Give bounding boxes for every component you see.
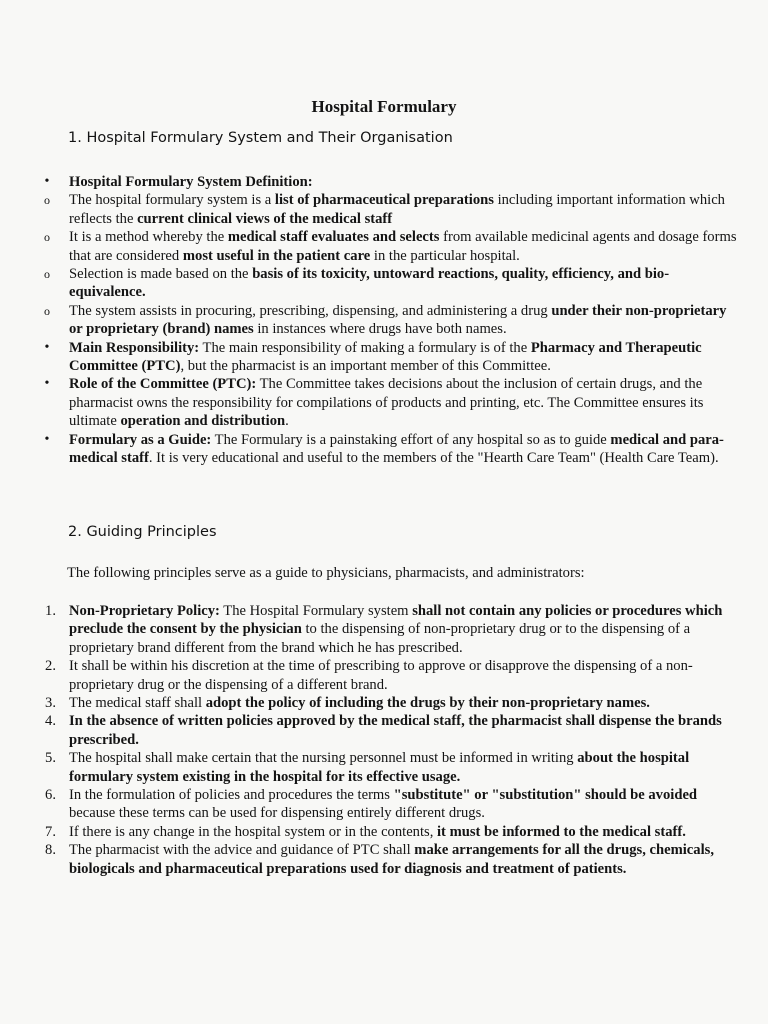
bold-text: In the absence of written policies approved by the medical staff, the pharmacist shall dispense the brands prescribed. — [69, 713, 722, 748]
text: The Hospital Formulary system — [219, 603, 413, 619]
bold-text: Non-Proprietary Policy: — [69, 603, 220, 619]
bold-text: adopt the policy of including the drugs by their non-proprietary names. — [205, 695, 650, 712]
section-2-item — [0, 602, 768, 657]
bold-text: medical and para-medical staff — [69, 431, 724, 467]
section-2-item — [0, 786, 768, 823]
bold-text: Main Responsibility: — [69, 339, 200, 356]
list-number: 1. — [45, 603, 56, 619]
bold-text: list of pharmaceutical preparations — [274, 192, 494, 209]
text: . It is very educational and useful to the members of the "Hearth Care Team" (Health Care Team). — [148, 450, 719, 467]
section-2-item — [0, 841, 768, 878]
text: The Formulary is a painstaking effort of any hospital so as to guide — [211, 431, 611, 448]
bold-text: "substitute" or "substitution" should be avoided — [393, 787, 698, 804]
bullet-marker: • — [44, 376, 50, 392]
bold-text: operation and distribution — [120, 413, 286, 430]
text: The Committee takes decisions about the inclusion of certain drugs, and the pharmacist owns the responsibility for compilations of products and printing, etc. The Committee ensures its ultimate — [69, 376, 704, 430]
section-2-item — [0, 823, 768, 841]
bold-text: most useful in the patient care — [182, 247, 371, 264]
text: If there is any change in the hospital system or in the contents, — [69, 823, 437, 840]
text: because these terms can be used for dispensing entirely different drugs. — [69, 805, 485, 822]
circle-marker: o — [44, 303, 50, 318]
bold-text: about the hospital formulary system existing in the hospital for its effective usage. — [69, 750, 690, 785]
text: The hospital shall make certain that the nursing personnel must be informed in writing — [69, 750, 578, 767]
text: in instances where drugs have both names. — [253, 321, 507, 338]
bullet-marker: • — [44, 431, 50, 447]
list-number: 2. — [45, 658, 56, 675]
bold-text: current clinical views of the medical staff — [137, 210, 393, 227]
text: It is a method whereby the — [69, 229, 228, 246]
bold-text: Role of the Committee (PTC): — [69, 376, 257, 393]
section-1-item — [0, 431, 768, 468]
list-number: 8. — [45, 842, 56, 859]
text: to the dispensing of non-proprietary drug or to the dispensing of a proprietary brand different from the brand which he has prescribed. — [69, 621, 691, 656]
text: The system assists in procuring, prescribing, dispensing, and administering a drug — [69, 302, 552, 319]
page-title: Hospital Formulary — [311, 97, 457, 116]
bullet-marker: • — [44, 174, 50, 189]
bold-text: make arrangements for all the drugs, chemicals, biologicals and pharmaceutical preparations used for diagnosis and treatment of patients. — [69, 842, 714, 877]
text: Selection is made based on the — [69, 266, 253, 283]
section-2-item — [0, 657, 768, 694]
text: The main responsibility of making a formulary is of the — [199, 339, 531, 356]
bold-text: shall not contain any policies or procedures which preclude the consent by the physician — [69, 603, 723, 638]
text: from available medicinal agents and dosage forms that are considered — [69, 229, 737, 264]
section-2-list — [0, 602, 768, 878]
circle-marker: o — [44, 267, 50, 282]
section-2-item — [0, 694, 768, 712]
text: including important information which reflects the — [69, 192, 725, 227]
list-number: 7. — [45, 823, 56, 840]
text: In the formulation of policies and procedures the terms — [69, 787, 394, 804]
circle-marker: o — [44, 193, 50, 208]
bold-text: medical staff evaluates and selects — [227, 229, 440, 246]
bullet-marker: • — [44, 339, 50, 355]
bold-text: it must be informed to the medical staff. — [437, 823, 686, 840]
bold-text: Pharmacy and Therapeutic Committee (PTC) — [69, 339, 702, 375]
section-1-item — [0, 191, 768, 228]
section-1-item — [0, 173, 768, 191]
list-number: 6. — [45, 787, 56, 804]
section-1-item — [0, 375, 768, 430]
bold-text: Hospital Formulary System Definition: — [69, 174, 313, 190]
text: It shall be within his discretion at the time of prescribing to approve or disapprove the dispensing of a non-proprietary drug or the dispensing of a different brand. — [69, 658, 693, 693]
text: . — [285, 413, 289, 430]
section-2-intro: The following principles serve as a guide to physicians, pharmacists, and administrators: — [67, 565, 585, 581]
section-2-item — [0, 749, 768, 786]
text: The medical staff shall — [69, 695, 206, 712]
bold-text: Formulary as a Guide: — [69, 431, 212, 448]
list-number: 5. — [45, 750, 56, 767]
text: in the particular hospital. — [370, 247, 520, 264]
section-1-item — [0, 302, 768, 339]
section-1-list — [0, 173, 768, 468]
circle-marker: o — [44, 230, 50, 245]
text: , but the pharmacist is an important member of this Committee. — [180, 358, 551, 375]
bold-text: basis of its toxicity, untoward reactions, quality, efficiency, and bio-equivalence. — [69, 266, 670, 301]
list-number: 4. — [45, 713, 56, 730]
section-1-heading: 1. Hospital Formulary System and Their Organisation — [68, 130, 453, 146]
bold-text: under their non-proprietary or proprietary (brand) names — [69, 302, 727, 338]
section-1-item — [0, 265, 768, 302]
text: The pharmacist with the advice and guidance of PTC shall — [69, 842, 415, 859]
section-2-item — [0, 712, 768, 749]
section-1-item — [0, 339, 768, 376]
section-1-item — [0, 228, 768, 265]
section-2-heading: 2. Guiding Principles — [68, 524, 217, 540]
list-number: 3. — [45, 695, 56, 712]
text: The hospital formulary system is a — [69, 192, 275, 209]
